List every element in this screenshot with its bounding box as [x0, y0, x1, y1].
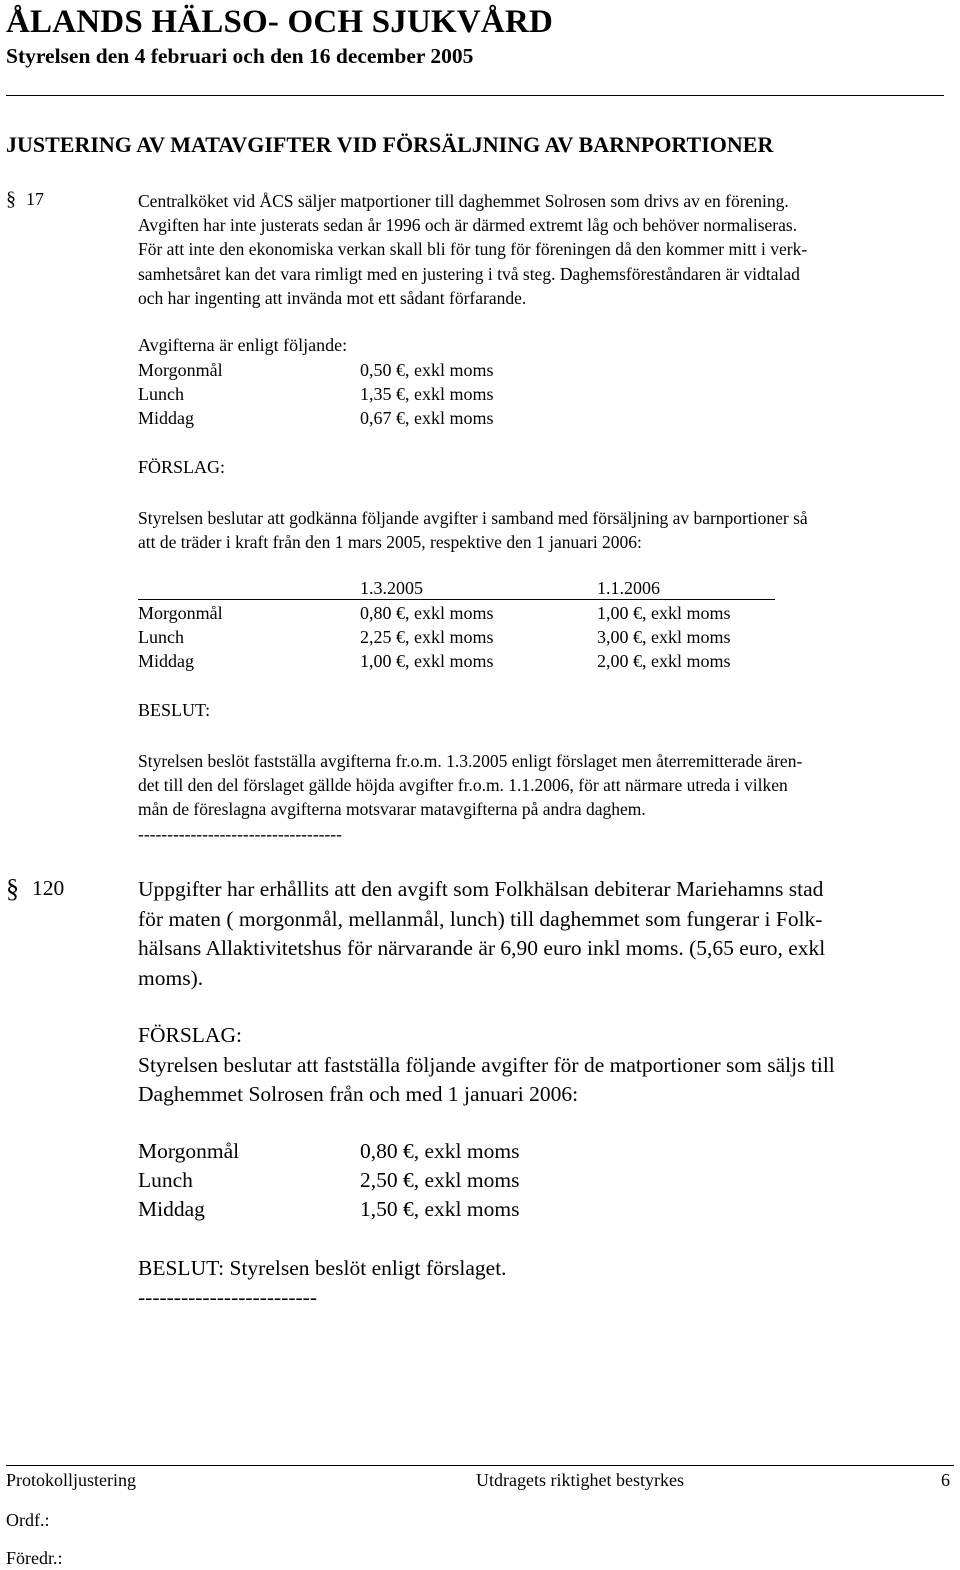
proposal-heading: FÖRSLAG:	[138, 1023, 242, 1047]
proposal-line: Styrelsen beslutar att godkänna följande avgifter i samband med försäljning av barnportioner så	[138, 508, 808, 528]
paragraph-symbol: §	[6, 188, 16, 210]
footer-left: Protokolljustering	[6, 1470, 136, 1490]
meal-price: 0,67 €, exkl moms	[360, 408, 494, 428]
table-price: 2,25 €, exkl moms	[360, 627, 494, 647]
meal-label: Middag	[138, 408, 194, 428]
meal-label: Lunch	[138, 384, 184, 404]
meal-price: 0,50 €, exkl moms	[360, 360, 494, 380]
meal-label: Lunch	[138, 1168, 193, 1192]
meal-price: 1,35 €, exkl moms	[360, 384, 494, 404]
meal-label: Middag	[138, 1197, 205, 1221]
body-line: Uppgifter har erhållits att den avgift som Folkhälsan debiterar Mariehamns stad	[138, 877, 824, 901]
decision-heading: BESLUT:	[138, 700, 211, 720]
section-title: JUSTERING AV MATAVGIFTER VID FÖRSÄLJNING AV BARNPORTIONER	[6, 132, 774, 157]
table-header-date: 1.3.2005	[360, 578, 423, 598]
table-price: 0,80 €, exkl moms	[360, 603, 494, 623]
decision-text	[138, 749, 943, 846]
meal-price: 1,50 €, exkl moms	[360, 1197, 520, 1221]
item-number: 17	[26, 189, 44, 209]
table-meal: Morgonmål	[138, 603, 223, 623]
footer-rule	[6, 1465, 954, 1466]
decision-line: Styrelsen beslöt fastställa avgifterna fr.o.m. 1.3.2005 enligt förslaget men återremitterade ären-	[138, 751, 803, 771]
item120-body	[138, 875, 953, 993]
body-line: Centralköket vid ÅCS säljer matportioner till daghemmet Solrosen som drivs av en förening.	[138, 191, 789, 211]
item120-proposal	[138, 1021, 953, 1110]
organization-title: ÅLANDS HÄLSO- OCH SJUKVÅRD	[6, 4, 554, 40]
body-line: hälsans Allaktivitetshus för närvarande är 6,90 euro inkl moms. (5,65 euro, exkl	[138, 936, 826, 960]
body-line: Avgiften har inte justerats sedan år 1996 och är därmed extremt låg och behöver normaliseras.	[138, 215, 798, 236]
table-header-rule	[138, 599, 775, 600]
fees-heading: Avgifterna är enligt följande:	[138, 335, 348, 355]
paragraph-symbol: §	[6, 874, 19, 903]
proposal-heading: FÖRSLAG:	[138, 457, 226, 477]
table-price: 3,00 €, exkl moms	[597, 627, 731, 647]
table-price: 1,00 €, exkl moms	[360, 651, 494, 671]
footer-center: Utdragets riktighet bestyrkes	[476, 1470, 684, 1490]
item-number: 120	[32, 876, 65, 900]
chairman-label: Ordf.:	[6, 1510, 50, 1530]
table-price: 1,00 €, exkl moms	[597, 603, 731, 623]
page-number: 6	[941, 1470, 950, 1490]
proposal-line: att de träder i kraft från den 1 mars 2005, respektive den 1 januari 2006:	[138, 532, 642, 553]
body-line: moms).	[138, 965, 204, 990]
decision-line: det till den del förslaget gällde höjda avgifter fr.o.m. 1.1.2006, för att närmare utreda i vilken	[138, 775, 788, 796]
table-meal: Lunch	[138, 627, 184, 647]
proposal-text	[138, 506, 953, 554]
table-header-date: 1.1.2006	[597, 578, 660, 598]
separator: -------------------------	[138, 1285, 317, 1309]
proposal-line: Styrelsen beslutar att fastställa följande avgifter för de matportioner som säljs till	[138, 1052, 835, 1077]
body-line: samhetsåret kan det vara rimligt med en justering i två steg. Daghemsföreståndaren är vidtalad	[138, 263, 800, 284]
table-price: 2,00 €, exkl moms	[597, 651, 731, 671]
meal-label: Morgonmål	[138, 1139, 240, 1163]
meal-price: 2,50 €, exkl moms	[360, 1168, 520, 1192]
decision-text: BESLUT: Styrelsen beslöt enligt förslaget.	[138, 1256, 507, 1280]
item17-body	[138, 189, 943, 310]
body-line: För att inte den ekonomiska verkan skall bli för tung för föreningen då den kommer mitt i verk-	[138, 239, 808, 260]
decision-line: mån de föreslagna avgifterna motsvarar matavgifterna på andra daghem.	[138, 799, 646, 820]
meal-price: 0,80 €, exkl moms	[360, 1139, 520, 1163]
meal-label: Morgonmål	[138, 360, 223, 380]
header-rule	[6, 95, 944, 96]
table-meal: Middag	[138, 651, 194, 671]
separator: -----------------------------------	[138, 823, 342, 844]
proposal-line: Daghemmet Solrosen från och med 1 januari 2006:	[138, 1082, 579, 1106]
body-line: för maten ( morgonmål, mellanmål, lunch) till daghemmet som fungerar i Folk-	[138, 906, 823, 931]
body-line: och har ingenting att invända mot ett sådant förfarande.	[138, 287, 527, 308]
presenter-label: Föredr.:	[6, 1548, 63, 1568]
meeting-date: Styrelsen den 4 februari och den 16 december 2005	[6, 44, 474, 68]
